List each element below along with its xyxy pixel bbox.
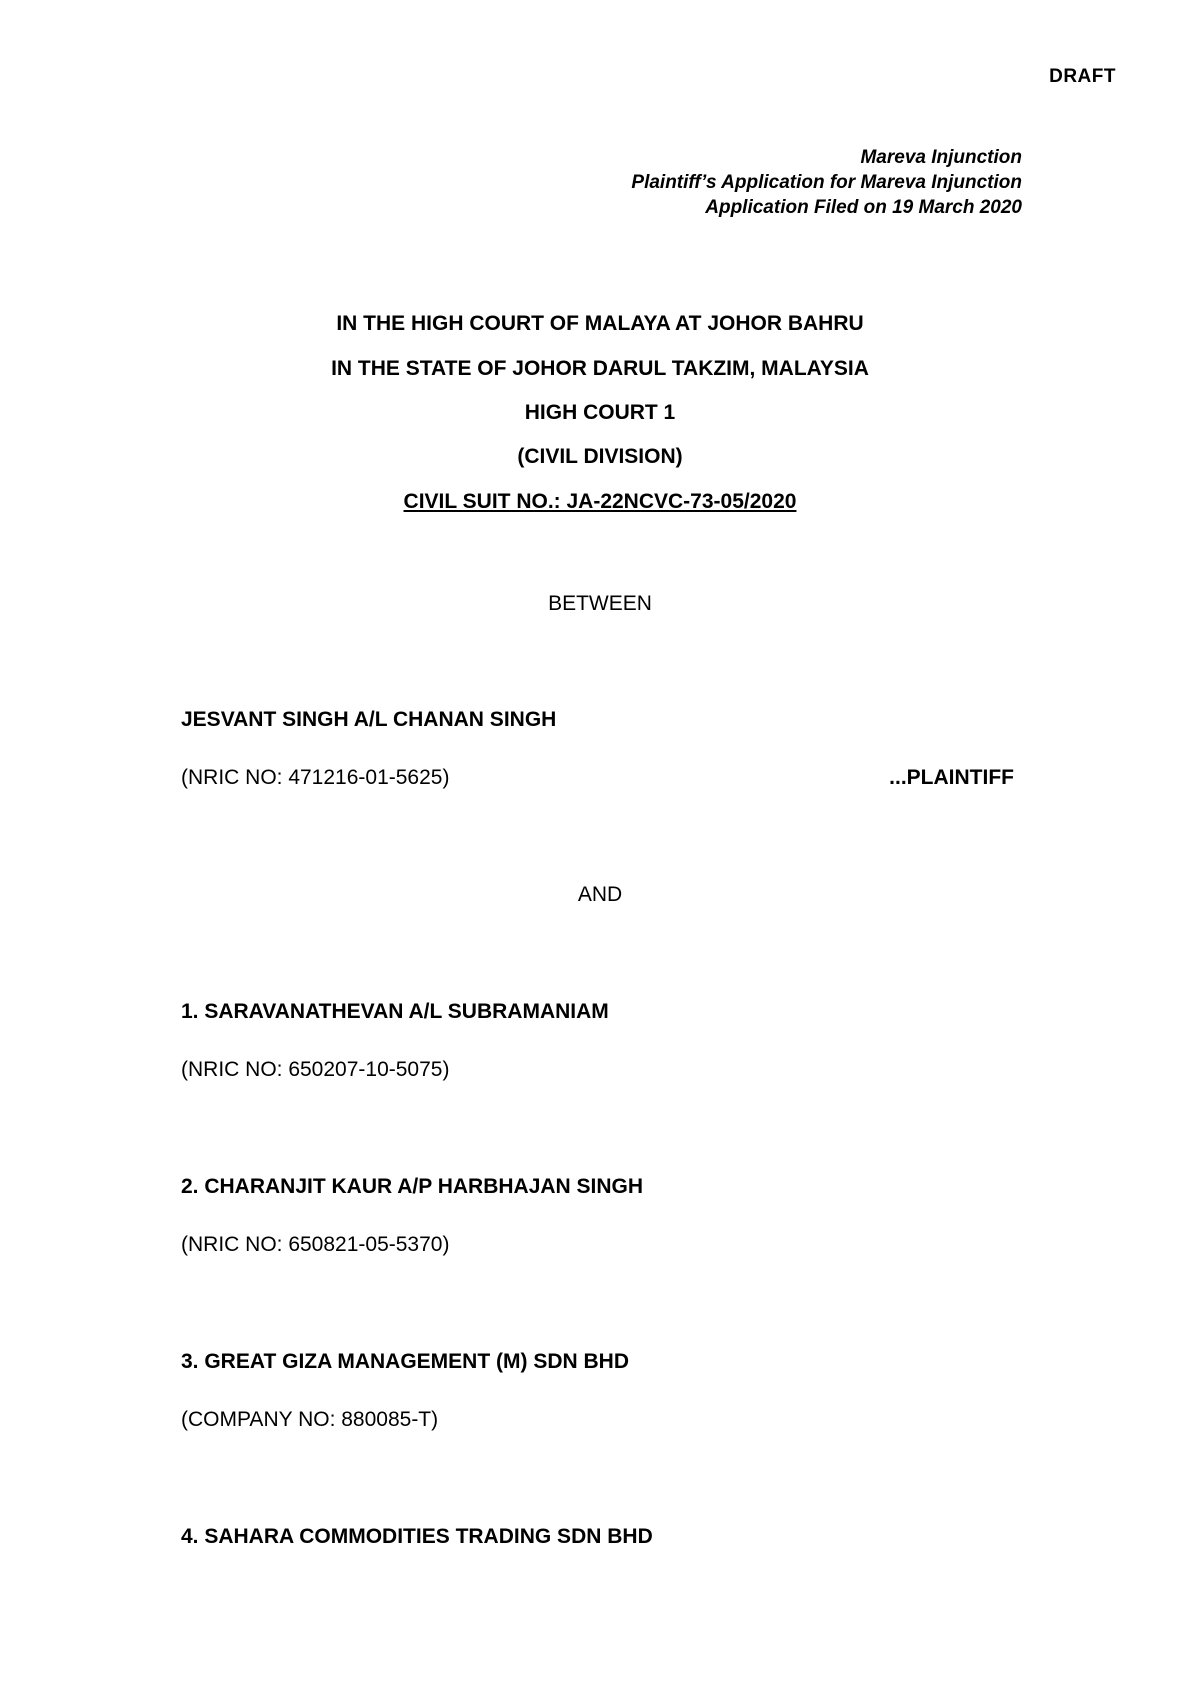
plaintiff-name: JESVANT SINGH A/L CHANAN SINGH [181, 708, 557, 731]
plaintiff-role: ...PLAINTIFF [889, 766, 1014, 789]
defendant-3-company-no: (COMPANY NO: 880085-T) [181, 1408, 439, 1431]
defendant-2-name: 2. CHARANJIT KAUR A/P HARBHAJAN SINGH [181, 1175, 644, 1198]
header-line-application: Plaintiff’s Application for Mareva Injunction [631, 172, 1022, 193]
court-name: IN THE HIGH COURT OF MALAYA AT JOHOR BAHRU [336, 312, 864, 335]
defendant-2-nric: (NRIC NO: 650821-05-5370) [181, 1233, 450, 1256]
between-label: BETWEEN [548, 592, 652, 615]
header-line-title: Mareva Injunction [860, 147, 1022, 168]
and-label: AND [577, 883, 623, 906]
court-number: HIGH COURT 1 [524, 401, 676, 424]
defendant-4-name: 4. SAHARA COMMODITIES TRADING SDN BHD [181, 1525, 653, 1548]
defendant-3-name: 3. GREAT GIZA MANAGEMENT (M) SDN BHD [181, 1350, 629, 1373]
defendant-1-nric: (NRIC NO: 650207-10-5075) [181, 1058, 450, 1081]
draft-label: DRAFT [1049, 66, 1116, 87]
document-header [631, 145, 1022, 220]
header-line-filed-date: Application Filed on 19 March 2020 [705, 197, 1022, 218]
civil-suit-number: CIVIL SUIT NO.: JA-22NCVC-73-05/2020 [403, 490, 797, 513]
defendant-1-name: 1. SARAVANATHEVAN A/L SUBRAMANIAM [181, 1000, 609, 1023]
court-division: (CIVIL DIVISION) [517, 445, 683, 468]
plaintiff-nric: (NRIC NO: 471216-01-5625) [181, 766, 450, 789]
court-state: IN THE STATE OF JOHOR DARUL TAKZIM, MALAYSIA [331, 357, 869, 380]
